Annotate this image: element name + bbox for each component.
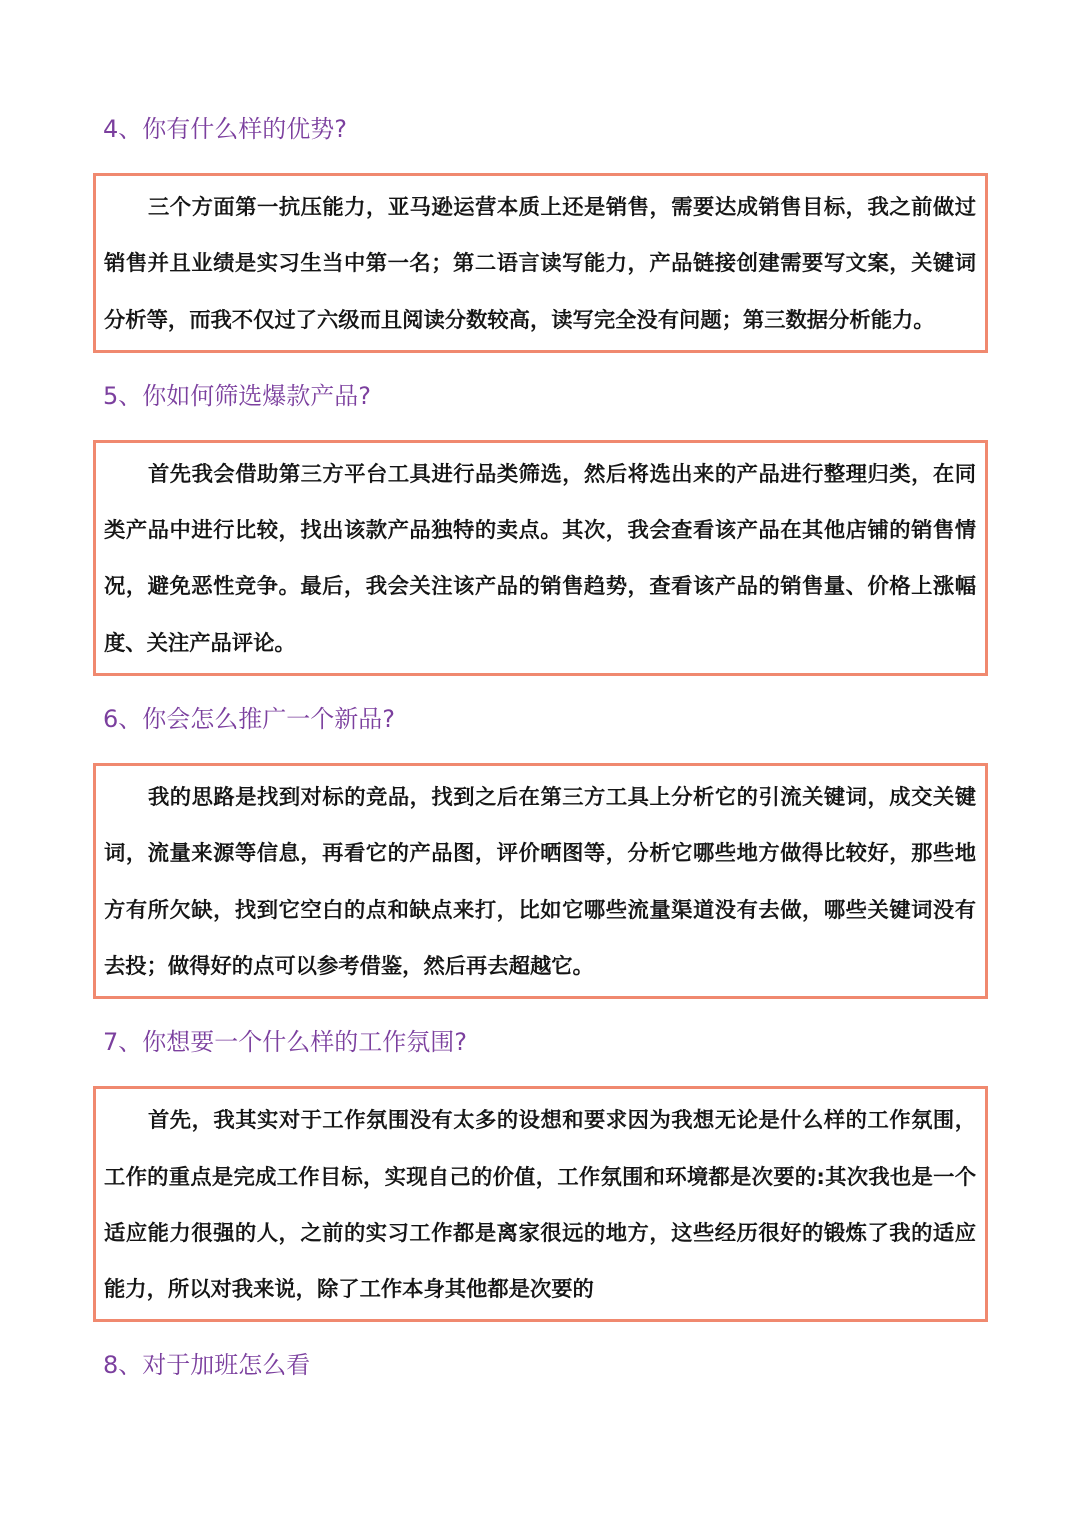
question-heading: 5、你如何筛选爆款产品? <box>103 381 372 410</box>
answer-line: 词，流量来源等信息，再看它的产品图，评价晒图等，分析它哪些地方做得比较好，那些地 <box>104 841 976 867</box>
answer-box <box>93 763 988 999</box>
question-heading: 7、你想要一个什么样的工作氛围? <box>103 1028 468 1057</box>
answer-box <box>93 440 988 676</box>
answer-line: 方有所欠缺，找到它空白的点和缺点来打，比如它哪些流量渠道没有去做，哪些关键词没有 <box>104 897 976 923</box>
answer-box <box>93 1086 988 1322</box>
answer-line: 首先我会借助第三方平台工具进行品类筛选，然后将选出来的产品进行整理归类，在同 <box>148 461 976 487</box>
answer-line: 能力，所以对我来说，除了工作本身其他都是次要的 <box>104 1277 594 1303</box>
question-heading: 8、对于加班怎么看 <box>103 1351 311 1380</box>
question-heading: 4、你有什么样的优势? <box>103 115 348 143</box>
answer-line: 首先，我其实对于工作氛围没有太多的设想和要求因为我想无论是什么样的工作氛围， <box>148 1108 976 1134</box>
answer-line: 分析等，而我不仅过了六级而且阅读分数较高，读写完全没有问题；第三数据分析能力。 <box>104 307 935 333</box>
question-heading: 6、你会怎么推广一个新品? <box>103 705 396 734</box>
answer-line: 适应能力很强的人，之前的实习工作都是离家很远的地方，这些经历很好的锻炼了我的适应 <box>104 1220 976 1246</box>
answer-line: 工作的重点是完成工作目标，实现自己的价值，工作氛围和环境都是次要的:其次我也是一个 <box>104 1164 976 1190</box>
answer-line: 度、关注产品评论。 <box>104 630 296 656</box>
answer-line: 况，避免恶性竞争。最后，我会关注该产品的销售趋势，查看该产品的销售量、价格上涨幅 <box>104 574 976 600</box>
answer-line: 我的思路是找到对标的竞品，找到之后在第三方工具上分析它的引流关键词，成交关键 <box>148 785 976 811</box>
answer-line: 类产品中进行比较，找出该款产品独特的卖点。其次，我会查看该产品在其他店铺的销售情 <box>104 518 976 544</box>
answer-line: 销售并且业绩是实习生当中第一名；第二语言读写能力，产品链接创建需要写文案，关键词 <box>104 251 976 277</box>
answer-line: 三个方面第一抗压能力，亚马逊运营本质上还是销售，需要达成销售目标，我之前做过 <box>148 195 976 220</box>
document-page <box>93 86 988 1409</box>
answer-line: 去投；做得好的点可以参考借鉴，然后再去超越它。 <box>104 953 594 979</box>
answer-box <box>93 173 988 353</box>
